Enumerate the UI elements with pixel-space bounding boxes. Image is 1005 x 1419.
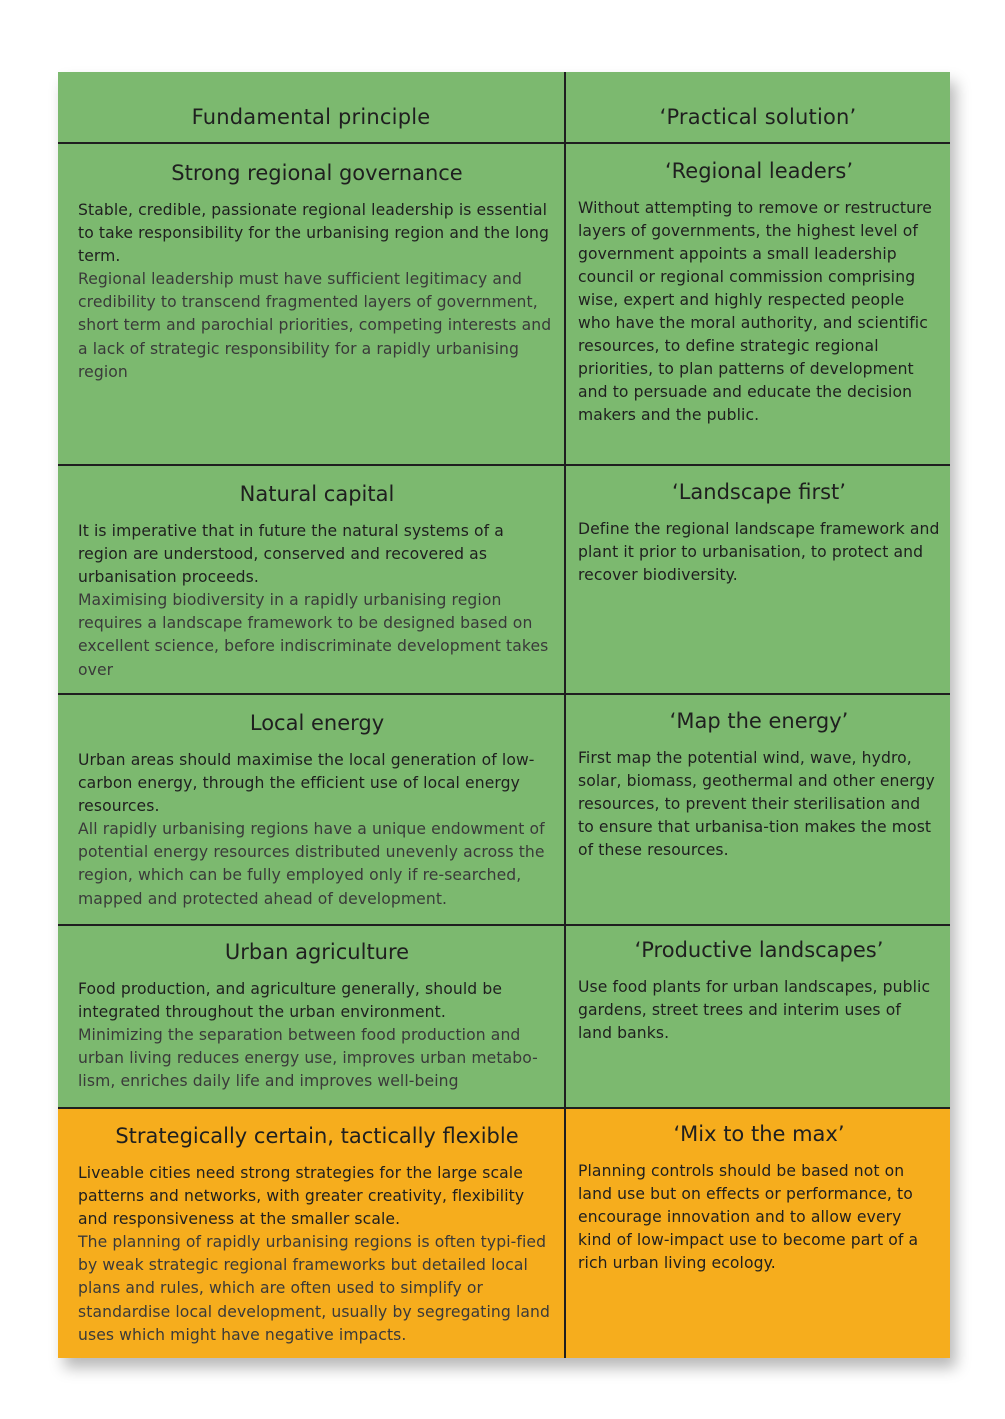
principle-cell [78, 1124, 556, 1347]
solution-text: Planning controls should be based not on land use but on effects or performance, to encourage innovation and to allow every kind of low-impact use to become part of a rich urban living ecology. [578, 1162, 919, 1272]
solution-cell [578, 709, 940, 862]
solution-cell [578, 159, 940, 427]
solution-title: ‘Regional leaders’ [664, 159, 854, 183]
principle-lead: Liveable cities need strong strategies for the large scale patterns and networks, with greater creativity, flexibility and responsiveness at the smaller scale. [78, 1164, 525, 1228]
principle-lead: Stable, credible, passionate regional leadership is essential to take responsibility for the urbanising region and the long term. [78, 201, 550, 265]
principle-body: The planning of rapidly urbanising regions is often typi-fied by weak strategic regional frameworks but detailed local plans and rules, which are often used to simplify or standardise local development, usually by segregating land uses which might have negative impacts. [78, 1233, 551, 1344]
solution-text: Use food plants for urban landscapes, public gardens, street trees and interim uses of land banks. [578, 978, 931, 1042]
principle-title: Strong regional governance [171, 161, 463, 185]
row-divider [58, 464, 564, 466]
solution-cell [578, 938, 940, 1045]
principle-body: Minimizing the separation between food production and urban living reduces energy use, improves urban metabo-lism, enriches daily life and improves well-being [78, 1026, 538, 1091]
solution-title: ‘Map the energy’ [669, 709, 849, 733]
solution-cell [578, 480, 940, 587]
row-divider [566, 464, 950, 466]
principle-body: Regional leadership must have sufficient legitimacy and credibility to transcend fragmented layers of government, short term and parochial priorities, competing interests and a lack of strategic responsibility for a rapidly urbanising region [78, 270, 552, 381]
solution-text: First map the potential wind, wave, hydro, solar, biomass, geothermal and other energy resources, to prevent their sterilisation and to ensure that urbanisa-tion makes the most of these resources. [578, 749, 935, 859]
principle-lead: Food production, and agriculture generally, should be integrated throughout the urban environment. [78, 980, 503, 1021]
principle-cell [78, 482, 556, 682]
principle-cell [78, 711, 556, 911]
principle-cell [78, 161, 556, 384]
solution-title: ‘Productive landscapes’ [634, 938, 884, 962]
row-divider [58, 693, 950, 695]
principle-title: Local energy [249, 711, 385, 735]
header-fundamental-principle: Fundamental principle [191, 105, 431, 129]
column-divider [564, 72, 566, 1358]
principle-title: Natural capital [239, 482, 395, 506]
solution-title: ‘Mix to the max’ [673, 1122, 845, 1146]
solution-title: ‘Landscape first’ [672, 480, 846, 504]
principle-lead: It is imperative that in future the natural systems of a region are understood, conserved and recovered as urbanisation proceeds. [78, 522, 504, 586]
row-divider [58, 1107, 950, 1109]
row-divider [58, 142, 950, 144]
solution-text: Without attempting to remove or restructure layers of governments, the highest level of government appoints a small leadership council or regional commission comprising wise, expert and highly respected people who have the moral authority, and scientific resources, to define strategic regional priorities, to plan patterns of development and to persuade and educate the decision makers and the public. [578, 199, 932, 424]
principle-body: All rapidly urbanising regions have a unique endowment of potential energy resources distributed unevenly across the region, which can be fully employed only if re-searched, mapped and protected ahead of development. [78, 820, 545, 908]
row-divider [58, 924, 950, 926]
header-practical-solution: ‘Practical solution’ [659, 105, 857, 129]
principle-cell [78, 940, 556, 1094]
principle-title: Strategically certain, tactically flexible [115, 1124, 519, 1148]
solution-text: Define the regional landscape framework and plant it prior to urbanisation, to protect and recover biodiversity. [578, 520, 940, 584]
principle-body: Maximising biodiversity in a rapidly urbanising region requires a landscape framework to be designed based on excellent science, before indiscriminate development takes over [78, 591, 549, 679]
principle-title: Urban agriculture [224, 940, 410, 964]
principle-lead: Urban areas should maximise the local generation of low-carbon energy, through the efficient use of local energy resources. [78, 751, 535, 815]
solution-cell [578, 1122, 940, 1275]
principles-table [58, 72, 950, 1358]
